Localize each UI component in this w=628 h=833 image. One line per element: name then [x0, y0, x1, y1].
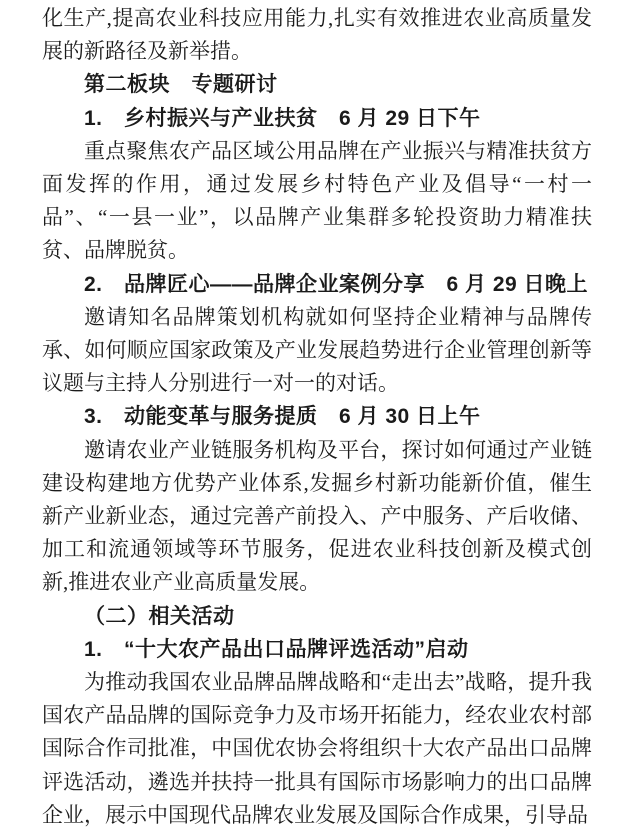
- section-heading: 2. 品牌匠心——品牌企业案例分享 6 月 29 日晚上: [84, 272, 589, 296]
- body-paragraph: 邀请知名品牌策划机构就如何坚持企业精神与品牌传承、如何顺应国家政策及产业发展趋势进行企业管理创新等议题与主持人分别进行一对一的对话。: [42, 304, 592, 396]
- body-paragraph: 邀请农业产业链服务机构及平台，探讨如何通过产业链建设构建地方优势产业体系,发掘乡村新功能新价值，催生新产业新业态，通过完善产前投入、产中服务、产后收储、加工和流通领域等环节服务，促进农业科技创新及模式创新,推进农业产业高质量发展。: [42, 437, 592, 595]
- section-heading: 1. 乡村振兴与产业扶贫 6 月 29 日下午: [84, 106, 481, 130]
- section-heading: （二）相关活动: [84, 604, 235, 628]
- section-heading: 第二板块 专题研讨: [84, 73, 278, 97]
- section-heading: 3. 动能变革与服务提质 6 月 30 日上午: [84, 405, 481, 429]
- body-paragraph: 为推动我国农业品牌品牌战略和“走出去”战略，提升我国农产品品牌的国际竞争力及市场开拓能力，经农业农村部国际合作司批准，中国优农协会将组织十大农产品出口品牌评选活动，遴选并扶持一批具有国际市场影响力的出口品牌企业，展示中国现代品牌农业发展及国际合作成果，引导品: [42, 670, 592, 827]
- section-heading: 1. “十大农产品出口品牌评选活动”启动: [84, 637, 469, 661]
- body-paragraph: 重点聚焦农产品区域公用品牌在产业振兴与精准扶贫方面发挥的作用，通过发展乡村特色产业及倡导“一村一品”、“一县一业”，以品牌产业集群多轮投资助力精准扶贫、品牌脱贫。: [42, 138, 592, 263]
- body-paragraph: 化生产,提高农业科技应用能力,扎实有效推进农业高质量发展的新路径及新举措。: [42, 6, 592, 64]
